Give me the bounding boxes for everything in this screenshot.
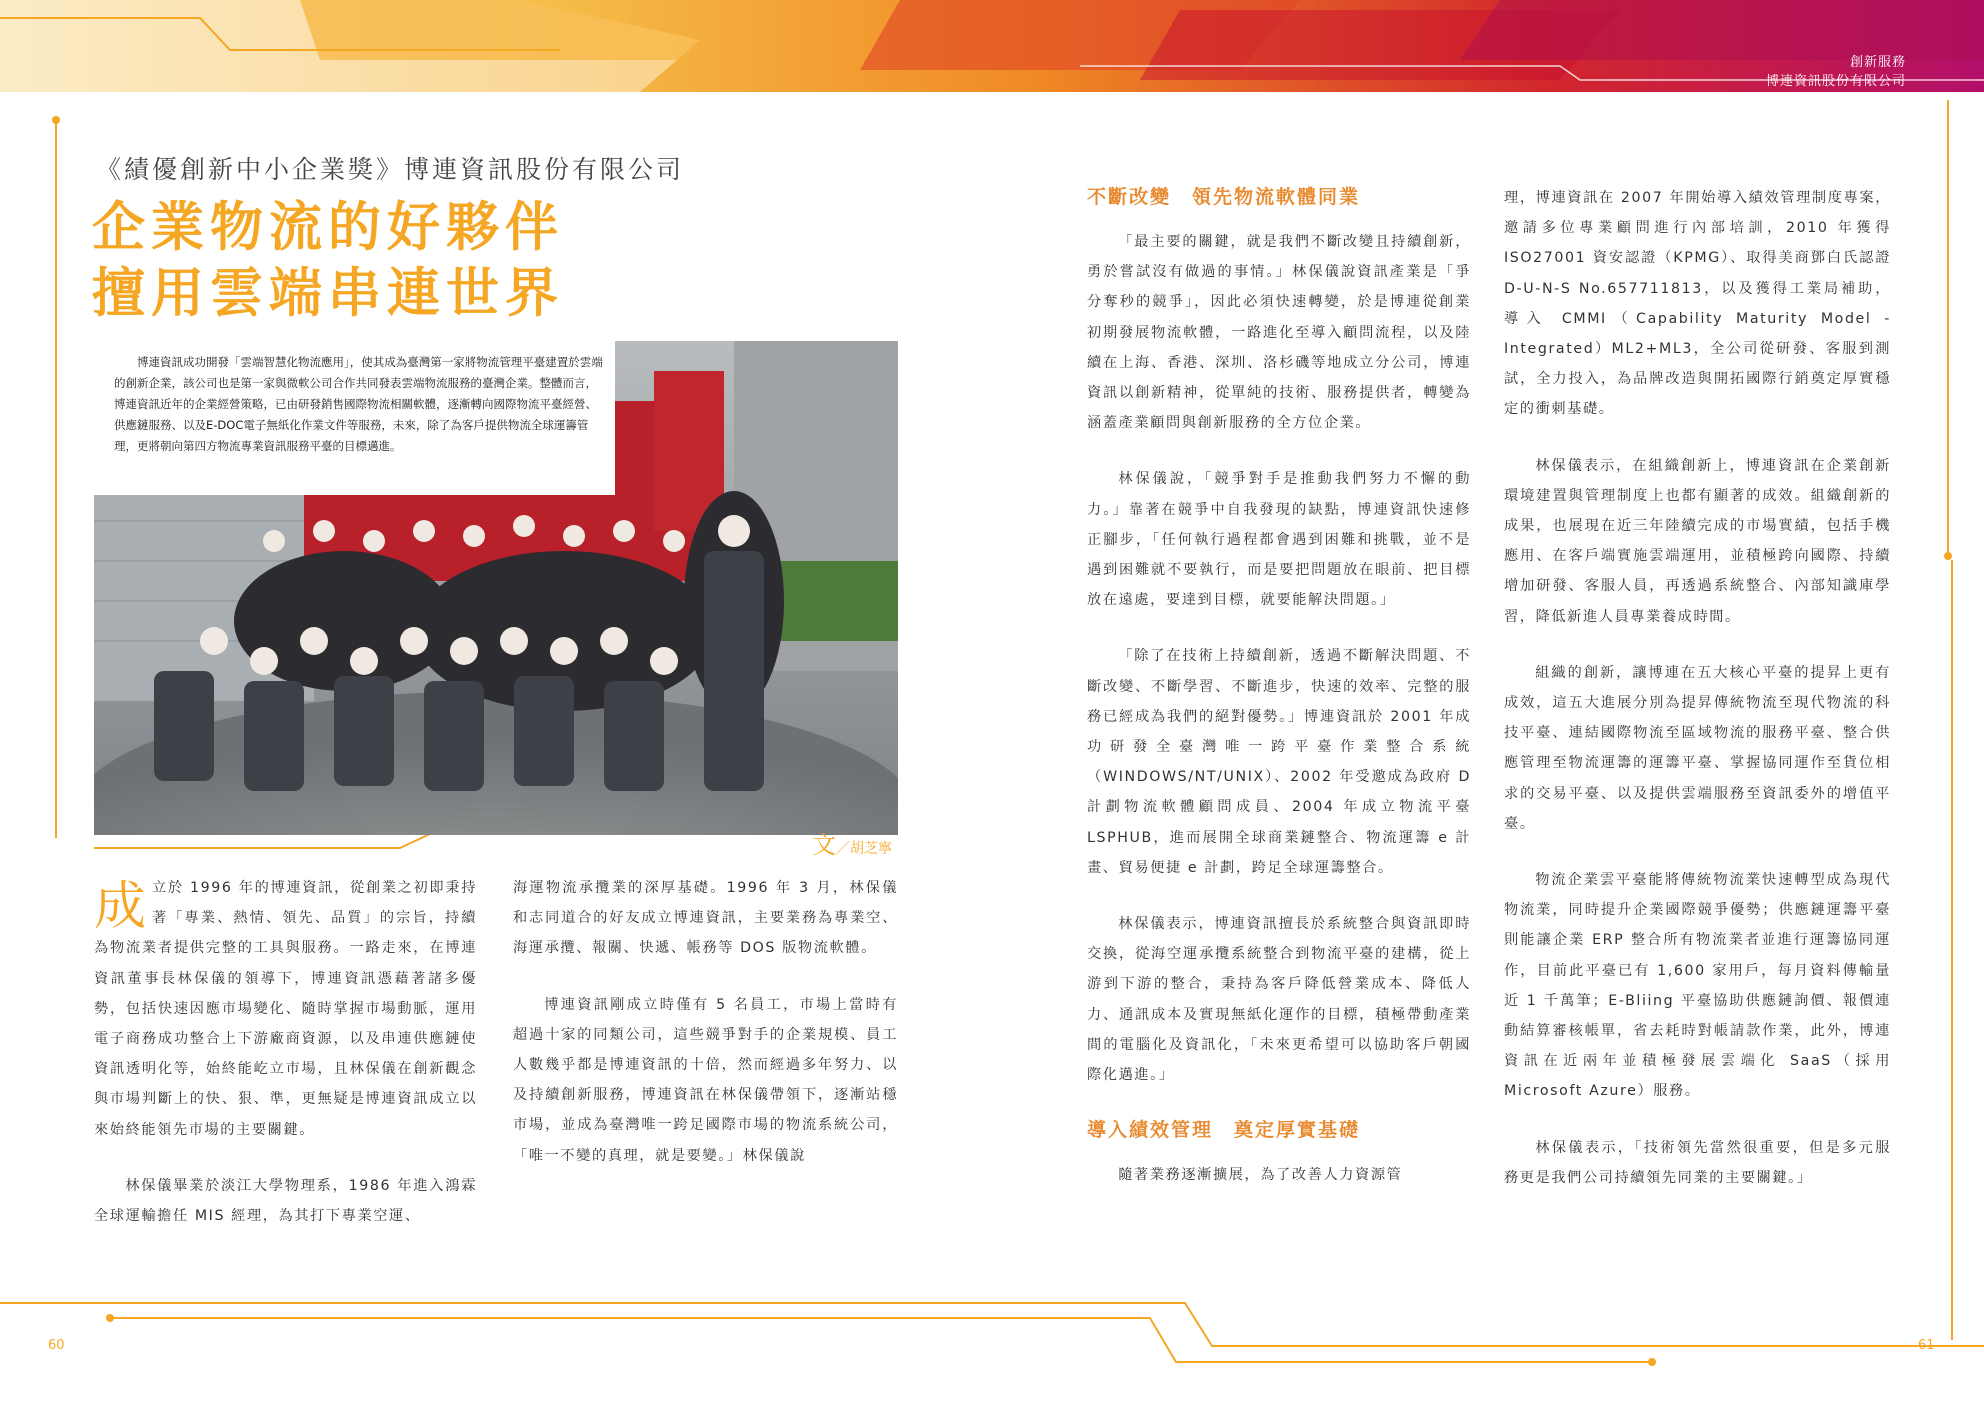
section-heading: 不斷改變 領先物流軟體同業 [1087,186,1361,208]
page-number-left: 60 [48,1338,65,1353]
paragraph: 組織的創新，讓博連在五大核心平臺的提昇上更有成效，這五大進展分別為提昇傳統物流至現代物流的科技平臺、連結國際物流至區域物流的服務平臺、整合供應管理至物流運籌的運籌平臺、掌握協同運作至貨位相求的交易平臺、以及提供雲端服務至資訊委外的增值平臺。 [1504,664,1891,832]
paragraph: 林保儀畢業於淡江大學物理系，1986 年進入鴻霖全球運輸擔任 MIS 經理，為其打下專業空運、 [94,1177,477,1225]
drop-cap: 成 [94,877,147,937]
paragraph: 成立於 1996 年的博連資訊，從創業之初即秉持著「專業、熱情、領先、品質」的宗旨，持續為物流業者提供完整的工具與服務。一路走來，在博連資訊董事長林保儀的領導下，博連資訊憑藉著諸多優勢，包括快速因應市場變化、隨時掌握市場動脈，運用電子商務成功整合上下游廠商資源，以及串連供應鏈使資訊透明化等，始終能屹立市場，且林保儀在創新觀念與市場判斷上的快、狠、準，更無疑是博連資訊成立以來始終能領先市場的主要關鍵。 [94,877,477,1138]
top-banner [0,0,1984,92]
paragraph: 「最主要的關鍵，就是我們不斷改變且持續創新，勇於嘗試沒有做過的事情。」林保儀說資訊產業是「爭分奪秒的競爭」，因此必須快速轉變，於是博連從創業初期發展物流軟體，一路進化至導入顧問流程，以及陸續在上海、香港、深圳、洛杉磯等地成立分公司，博連資訊以創新精神，從單純的技術、服務提供者，轉變為涵蓋產業顧問與創新服務的全方位企業。 [1087,234,1471,432]
byline-author: ／胡芝寧 [836,841,892,857]
byline-label: 文 [812,831,836,859]
kicker-company: 博連資訊股份有限公司 [404,155,685,184]
page-number-right: 61 [1918,1338,1935,1353]
paragraph: 博連資訊剛成立時僅有 5 名員工，市場上當時有超過十家的同類公司，這些競爭對手的企業規模、員工人數幾乎都是博連資訊的十倍，然而經過多年努力、以及持續創新服務，博連資訊在林保儀帶領下，逐漸站穩市場，並成為臺灣唯一跨足國際市場的物流系統公司，「唯一不變的真理，就是要變。」林保儀說 [513,996,898,1164]
award-name: 《績優創新中小企業獎》 [96,155,405,184]
article-kicker [96,150,684,186]
article-column-3 [1087,183,1471,1216]
company-tag: 博連資訊股份有限公司 [1765,74,1906,89]
article-column-1 [94,873,477,1257]
article-column-2 [513,873,898,1197]
paragraph: 「除了在技術上持續創新，透過不斷解決問題、不斷改變、不斷學習、不斷進步，快速的效率、完整的服務已經成為我們的絕對優勢。」博連資訊於 2001 年成功研發全臺灣唯一跨平臺作業整合系統（WINDOWS/NT/UNIX）、2002 年受邀成為政府 D 計劃物流軟體顧問成員、2004 年成立物流平臺 LSPHUB，進而展開全球商業鏈整合、物流運籌 e 計畫、貿易便捷 e 計劃，跨足全球運籌整合。 [1087,648,1471,876]
article-column-4 [1504,183,1891,1219]
title-line-2: 擅用雲端串連世界 [92,263,564,324]
byline [812,825,892,860]
title-line-1: 企業物流的好夥伴 [92,197,564,258]
paragraph: 林保儀表示，在組織創新上，博連資訊在企業創新環境建置與管理制度上也都有顯著的成效。組織創新的成果，也展現在近三年陸續完成的市場實績，包括手機應用、在客戶端實施雲端運用，並積極跨向國際、持續增加研發、客服人員，再透過系統整合、內部知識庫學習，降低新進人員專業養成時間。 [1504,457,1891,625]
intro-text: 博連資訊成功開發「雲端智慧化物流應用」，使其成為臺灣第一家將物流管理平臺建置於雲端的創新企業，該公司也是第一家與微軟公司合作共同發表雲端物流服務的臺灣企業。整體而言，博連資訊近年的企業經營策略，已由研發銷售國際物流相關軟體，逐漸轉向國際物流平臺經營、供應鏈服務、以及E-DOC電子無紙化作業文件等服務，未來，除了為客戶提供物流全球運籌管理，更將朝向第四方物流專業資訊服務平臺的目標邁進。 [114,355,603,453]
intro-box [94,341,615,495]
paragraph: 物流企業雲平臺能將傳統物流業快速轉型成為現代物流業，同時提升企業國際競爭優勢；供應鏈運籌平臺則能讓企業 ERP 整合所有物流業者並進行運籌協同運作，目前此平臺已有 1,600 家用戶，每月資料傳輸量近 1 千萬筆；E-Bliing 平臺協助供應鏈詢價、報價連動結算審核帳單，省去耗時對帳請款作業，此外，博連資訊在近兩年並積極發展雲端化 SaaS（採用 Microsoft Azure）服務。 [1504,872,1891,1100]
paragraph: 海運物流承攬業的深厚基礎。1996 年 3 月，林保儀和志同道合的好友成立博連資訊，主要業務為專業空、海運承攬、報關、快遞、帳務等 DOS 版物流軟體。 [513,880,898,957]
paragraph: 隨著業務逐漸擴展，為了改善人力資源管 [1118,1167,1403,1184]
paragraph: 林保儀說，「競爭對手是推動我們努力不懈的動力。」靠著在競爭中自我發現的缺點，博連資訊快速修正腳步，「任何執行過程都會遇到困難和挑戰，並不是遇到困難就不要執行，而是要把問題放在眼前、把目標放在遠處，要達到目標，就要能解決問題。」 [1087,471,1471,609]
paragraph: 理，博連資訊在 2007 年開始導入績效管理制度專案，邀請多位專業顧問進行內部培訓，2010 年獲得 ISO27001 資安認證（KPMG）、取得美商鄧白氏認證 D-U-N-S No.657711813，以及獲得工業局補助，導入 CMMI（Capability Maturity Model - Integrated）ML2+ML3，全公司從研發、客服到測試，全力投入，為品牌改造與開拓國際行銷奠定厚實穩定的衝刺基礎。 [1504,190,1891,418]
paragraph: 林保儀表示，「技術領先當然很重要，但是多元服務更是我們公司持續領先同業的主要關鍵。」 [1504,1139,1891,1186]
section-tag: 創新服務 [1849,55,1906,70]
banner-graphic [0,0,1984,92]
section-heading: 導入績效管理 奠定厚實基礎 [1087,1119,1361,1142]
paragraph: 林保儀表示，博連資訊擅長於系統整合與資訊即時交換，從海空運承攬系統整合到物流平臺的建構，從上游到下游的整合，秉持為客戶降低營業成本、降低人力、通訊成本及實現無紙化運作的目標，積極帶動產業間的電腦化及資訊化，「未來更希望可以協助客戶朝國際化邁進。」 [1087,916,1471,1084]
